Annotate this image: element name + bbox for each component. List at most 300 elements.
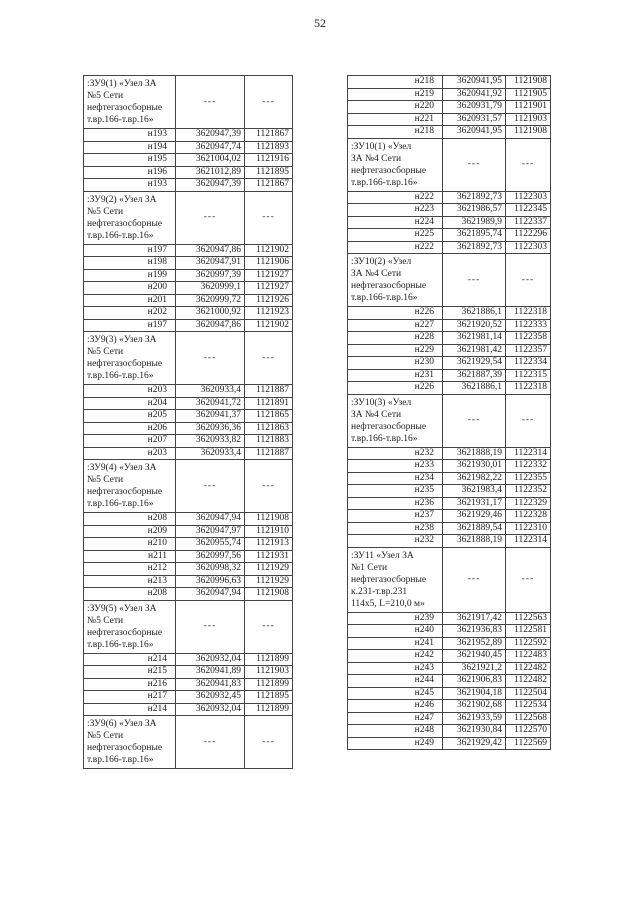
table-row bbox=[348, 319, 551, 332]
point-name: н236 bbox=[348, 497, 443, 510]
table-row bbox=[348, 700, 551, 713]
table-row bbox=[348, 675, 551, 688]
coordinate-y: 1121923 bbox=[245, 307, 293, 320]
coordinate-y: 1122332 bbox=[506, 460, 551, 473]
parcel-header-row bbox=[348, 254, 551, 307]
coordinate-y: 1121867 bbox=[245, 129, 293, 142]
parcel-designation-line: №5 Сети bbox=[87, 206, 124, 217]
table-row bbox=[348, 307, 551, 320]
parcel-header-row bbox=[348, 547, 551, 612]
coordinate-y: 1121905 bbox=[506, 88, 551, 101]
coordinate-x: 3620941,89 bbox=[176, 666, 245, 679]
coordinate-y: 1122310 bbox=[506, 522, 551, 535]
coordinate-x: 3620947,91 bbox=[176, 257, 245, 270]
parcel-header-row bbox=[348, 138, 551, 191]
point-name: н240 bbox=[348, 625, 443, 638]
coordinate-y: 1122358 bbox=[506, 332, 551, 345]
point-name: н221 bbox=[348, 113, 443, 126]
table-row bbox=[348, 522, 551, 535]
coordinate-y: 1121913 bbox=[245, 538, 293, 551]
coordinate-x: 3621887,39 bbox=[443, 369, 506, 382]
table-row bbox=[348, 216, 551, 229]
point-name: н241 bbox=[348, 637, 443, 650]
table-row bbox=[84, 666, 293, 679]
point-name: н208 bbox=[84, 588, 176, 601]
coordinate-x: 3620931,57 bbox=[443, 113, 506, 126]
coordinate-x: 3621982,22 bbox=[443, 472, 506, 485]
coordinate-y: 1121901 bbox=[506, 101, 551, 114]
coordinate-x: 3620947,39 bbox=[176, 129, 245, 142]
table-row bbox=[84, 435, 293, 448]
coordinate-x: 3621929,46 bbox=[443, 510, 506, 523]
point-name: н243 bbox=[348, 662, 443, 675]
coordinate-x: 3621936,83 bbox=[443, 625, 506, 638]
coordinate-x: 3621981,42 bbox=[443, 344, 506, 357]
coordinate-y: 1122534 bbox=[506, 700, 551, 713]
parcel-designation-line: ЗА №4 Сети bbox=[351, 269, 402, 279]
coordinate-y: 1122296 bbox=[506, 229, 551, 242]
parcel-designation bbox=[348, 138, 443, 191]
coordinate-y: 1122592 bbox=[506, 637, 551, 650]
coordinate-y: 1122318 bbox=[506, 307, 551, 320]
coordinate-x: 3621930,01 bbox=[443, 460, 506, 473]
point-name: н200 bbox=[84, 282, 176, 295]
point-name: н231 bbox=[348, 369, 443, 382]
parcel-header-row bbox=[348, 394, 551, 447]
coordinate-y: 1121908 bbox=[245, 513, 293, 526]
point-name: н216 bbox=[84, 678, 176, 691]
parcel-designation-line: нефтегазосборные bbox=[351, 421, 427, 432]
empty-coordinate-y: --- bbox=[245, 76, 293, 129]
table-row bbox=[348, 725, 551, 738]
point-name: н214 bbox=[84, 703, 176, 716]
table-row bbox=[348, 101, 551, 114]
coordinate-x: 3620947,94 bbox=[176, 513, 245, 526]
parcel-designation-line: №5 Сети bbox=[87, 731, 124, 741]
parcel-designation-line: :ЗУ9(1) «Узел ЗА bbox=[87, 79, 157, 89]
empty-coordinate-x: --- bbox=[176, 191, 245, 244]
coordinate-y: 1121910 bbox=[245, 525, 293, 538]
coordinate-x: 3621895,74 bbox=[443, 229, 506, 242]
point-name: н218 bbox=[348, 126, 443, 139]
coordinate-x: 3621986,57 bbox=[443, 204, 506, 217]
coordinate-y: 1121906 bbox=[245, 257, 293, 270]
empty-coordinate-x: --- bbox=[443, 394, 506, 447]
parcel-designation-line: :ЗУ11 «Узел ЗА bbox=[351, 550, 414, 561]
empty-coordinate-y: --- bbox=[245, 332, 293, 385]
point-name: н203 bbox=[84, 447, 176, 460]
point-name: н215 bbox=[84, 666, 176, 679]
coordinate-y: 1121927 bbox=[245, 282, 293, 295]
point-name: н226 bbox=[348, 307, 443, 320]
table-row bbox=[84, 294, 293, 307]
table-row bbox=[348, 535, 551, 548]
coordinate-x: 3620947,39 bbox=[176, 179, 245, 192]
table-row bbox=[348, 737, 551, 750]
coordinate-x: 3620941,92 bbox=[443, 88, 506, 101]
coordinate-x: 3620947,86 bbox=[176, 319, 245, 332]
point-name: н227 bbox=[348, 319, 443, 332]
table-row bbox=[84, 563, 293, 576]
coordinate-x: 3620941,95 bbox=[443, 126, 506, 139]
coordinate-x: 3621940,45 bbox=[443, 650, 506, 663]
coordinate-y: 1122483 bbox=[506, 650, 551, 663]
point-name: н209 bbox=[84, 525, 176, 538]
coordinate-y: 1121929 bbox=[245, 563, 293, 576]
table-row bbox=[84, 154, 293, 167]
point-name: н245 bbox=[348, 687, 443, 700]
point-name: н232 bbox=[348, 535, 443, 548]
point-name: н244 bbox=[348, 675, 443, 688]
point-name: н224 bbox=[348, 216, 443, 229]
table-row bbox=[84, 550, 293, 563]
empty-coordinate-y: --- bbox=[506, 394, 551, 447]
coordinate-x: 3621888,19 bbox=[443, 535, 506, 548]
coordinate-x: 3621929,42 bbox=[443, 737, 506, 750]
empty-coordinate-y: --- bbox=[245, 600, 293, 653]
point-name: н194 bbox=[84, 141, 176, 154]
point-name: н213 bbox=[84, 575, 176, 588]
empty-coordinate-x: --- bbox=[176, 716, 245, 769]
coordinate-x: 3621902,68 bbox=[443, 700, 506, 713]
coordinate-x: 3620932,04 bbox=[176, 703, 245, 716]
table-row bbox=[348, 625, 551, 638]
parcel-header-row bbox=[84, 191, 293, 244]
point-name: н238 bbox=[348, 522, 443, 535]
table-row bbox=[84, 397, 293, 410]
point-name: н228 bbox=[348, 332, 443, 345]
coordinate-y: 1121891 bbox=[245, 397, 293, 410]
table-row bbox=[348, 344, 551, 357]
empty-coordinate-x: --- bbox=[443, 138, 506, 191]
parcel-designation bbox=[84, 332, 176, 385]
coordinate-x: 3621920,52 bbox=[443, 319, 506, 332]
point-name: н197 bbox=[84, 319, 176, 332]
point-name: н205 bbox=[84, 410, 176, 423]
coordinate-y: 1122329 bbox=[506, 497, 551, 510]
coordinate-y: 1121931 bbox=[245, 550, 293, 563]
point-name: н199 bbox=[84, 269, 176, 282]
coordinate-y: 1121895 bbox=[245, 166, 293, 179]
coordinate-x: 3620941,37 bbox=[176, 410, 245, 423]
page-number: 52 bbox=[314, 16, 326, 30]
coordinate-y: 1121863 bbox=[245, 422, 293, 435]
coordinate-y: 1122345 bbox=[506, 204, 551, 217]
parcel-designation-line: нефтегазосборные bbox=[351, 165, 427, 176]
coordinate-y: 1121908 bbox=[506, 76, 551, 89]
point-name: н193 bbox=[84, 179, 176, 192]
parcel-designation-line: 114x5, L=210,0 м» bbox=[351, 598, 425, 609]
table-row bbox=[348, 612, 551, 625]
coordinate-x: 3621989,9 bbox=[443, 216, 506, 229]
table-row bbox=[84, 410, 293, 423]
point-name: н234 bbox=[348, 472, 443, 485]
table-row bbox=[348, 113, 551, 126]
parcel-designation-line: т.вр.166-т.вр.16» bbox=[87, 755, 154, 765]
coordinate-x: 3620996,63 bbox=[176, 575, 245, 588]
point-name: н237 bbox=[348, 510, 443, 523]
coordinate-y: 1121893 bbox=[245, 141, 293, 154]
coordinate-x: 3620947,74 bbox=[176, 141, 245, 154]
empty-coordinate-x: --- bbox=[176, 460, 245, 513]
table-row bbox=[84, 385, 293, 398]
coordinate-y: 1121887 bbox=[245, 385, 293, 398]
coordinate-y: 1122355 bbox=[506, 472, 551, 485]
table-row bbox=[348, 204, 551, 217]
coordinate-x: 3621917,42 bbox=[443, 612, 506, 625]
parcel-designation bbox=[348, 254, 443, 307]
coordinate-y: 1121899 bbox=[245, 703, 293, 716]
table-row bbox=[84, 691, 293, 704]
point-name: н217 bbox=[84, 691, 176, 704]
coordinate-y: 1121899 bbox=[245, 678, 293, 691]
point-name: н197 bbox=[84, 244, 176, 257]
empty-coordinate-y: --- bbox=[245, 716, 293, 769]
coordinate-y: 1122570 bbox=[506, 725, 551, 738]
point-name: н249 bbox=[348, 737, 443, 750]
parcel-designation-line: №5 Сети bbox=[87, 347, 124, 357]
coordinate-y: 1122333 bbox=[506, 319, 551, 332]
parcel-designation-line: :ЗУ9(3) «Узел ЗА bbox=[87, 335, 157, 345]
empty-coordinate-x: --- bbox=[443, 254, 506, 307]
parcel-designation-line: нефтегазосборные bbox=[87, 359, 163, 369]
point-name: н230 bbox=[348, 357, 443, 370]
parcel-designation-line: нефтегазосборные bbox=[87, 218, 163, 229]
point-name: н225 bbox=[348, 229, 443, 242]
empty-coordinate-x: --- bbox=[176, 332, 245, 385]
coordinate-y: 1122337 bbox=[506, 216, 551, 229]
table-row bbox=[348, 472, 551, 485]
coordinate-y: 1122352 bbox=[506, 485, 551, 498]
parcel-designation-line: нефтегазосборные bbox=[87, 743, 163, 753]
point-name: н219 bbox=[348, 88, 443, 101]
coordinate-x: 3620941,95 bbox=[443, 76, 506, 89]
parcel-designation-line: нефтегазосборные bbox=[87, 487, 163, 497]
parcel-designation-line: :ЗУ9(4) «Узел ЗА bbox=[87, 463, 157, 473]
coordinate-y: 1121929 bbox=[245, 575, 293, 588]
coordinate-y: 1122303 bbox=[506, 191, 551, 204]
empty-coordinate-y: --- bbox=[506, 138, 551, 191]
point-name: н248 bbox=[348, 725, 443, 738]
table-row bbox=[84, 422, 293, 435]
table-row bbox=[84, 141, 293, 154]
table-row bbox=[84, 307, 293, 320]
coordinate-x: 3621886,1 bbox=[443, 307, 506, 320]
coordinate-y: 1122328 bbox=[506, 510, 551, 523]
empty-coordinate-x: --- bbox=[176, 600, 245, 653]
coordinate-x: 3620999,1 bbox=[176, 282, 245, 295]
coordinate-x: 3621889,54 bbox=[443, 522, 506, 535]
table-row bbox=[84, 244, 293, 257]
table-row bbox=[348, 229, 551, 242]
coordinate-x: 3620932,04 bbox=[176, 653, 245, 666]
point-name: н222 bbox=[348, 241, 443, 254]
coordinate-x: 3621886,1 bbox=[443, 382, 506, 395]
coordinate-y: 1121903 bbox=[245, 666, 293, 679]
parcel-designation bbox=[348, 547, 443, 612]
empty-coordinate-y: --- bbox=[506, 547, 551, 612]
coordinate-y: 1121902 bbox=[245, 319, 293, 332]
coordinate-y: 1121899 bbox=[245, 653, 293, 666]
coordinates-table-left bbox=[83, 75, 293, 769]
coordinate-x: 3621930,84 bbox=[443, 725, 506, 738]
coordinate-x: 3621892,73 bbox=[443, 191, 506, 204]
parcel-designation-line: нефтегазосборные bbox=[351, 574, 427, 585]
table-row bbox=[84, 525, 293, 538]
coordinate-y: 1122569 bbox=[506, 737, 551, 750]
parcel-header-row bbox=[84, 716, 293, 769]
parcel-designation-line: №5 Сети bbox=[87, 91, 124, 101]
table-row bbox=[348, 382, 551, 395]
table-row bbox=[84, 447, 293, 460]
table-row bbox=[84, 653, 293, 666]
coordinate-x: 3620933,4 bbox=[176, 385, 245, 398]
table-row bbox=[84, 678, 293, 691]
coordinate-y: 1122303 bbox=[506, 241, 551, 254]
coordinate-y: 1122568 bbox=[506, 712, 551, 725]
point-name: н202 bbox=[84, 307, 176, 320]
coordinate-x: 3620936,36 bbox=[176, 422, 245, 435]
coordinate-y: 1121895 bbox=[245, 691, 293, 704]
table-row bbox=[84, 319, 293, 332]
coordinate-x: 3621000,92 bbox=[176, 307, 245, 320]
parcel-designation-line: :ЗУ9(5) «Узел ЗА bbox=[87, 603, 157, 614]
coordinate-y: 1121883 bbox=[245, 435, 293, 448]
parcel-designation bbox=[348, 394, 443, 447]
parcel-designation-line: :ЗУ10(2) «Узел bbox=[351, 257, 412, 267]
point-name: н232 bbox=[348, 447, 443, 460]
parcel-designation-line: т.вр.166-т.вр.16» bbox=[87, 639, 154, 650]
parcel-designation-line: ЗА №4 Сети bbox=[351, 153, 402, 164]
empty-coordinate-x: --- bbox=[443, 547, 506, 612]
coordinate-x: 3621921,2 bbox=[443, 662, 506, 675]
coordinate-y: 1121908 bbox=[506, 126, 551, 139]
parcel-designation-line: :ЗУ10(3) «Узел bbox=[351, 397, 412, 408]
coordinate-x: 3621906,83 bbox=[443, 675, 506, 688]
table-row bbox=[348, 637, 551, 650]
empty-coordinate-x: --- bbox=[176, 76, 245, 129]
point-name: н201 bbox=[84, 294, 176, 307]
table-row bbox=[84, 513, 293, 526]
point-name: н233 bbox=[348, 460, 443, 473]
coordinate-y: 1122357 bbox=[506, 344, 551, 357]
parcel-designation-line: :ЗУ9(6) «Узел ЗА bbox=[87, 719, 157, 729]
coordinate-x: 3621983,4 bbox=[443, 485, 506, 498]
parcel-designation bbox=[84, 460, 176, 513]
point-name: н196 bbox=[84, 166, 176, 179]
table-row bbox=[84, 166, 293, 179]
coordinate-y: 1122318 bbox=[506, 382, 551, 395]
table-row bbox=[348, 497, 551, 510]
parcel-designation-line: т.вр.166-т.вр.16» bbox=[351, 293, 418, 303]
coordinate-x: 3621952,89 bbox=[443, 637, 506, 650]
parcel-designation-line: :ЗУ9(2) «Узел ЗА bbox=[87, 194, 157, 205]
point-name: н218 bbox=[348, 76, 443, 89]
point-name: н207 bbox=[84, 435, 176, 448]
coordinate-y: 1122504 bbox=[506, 687, 551, 700]
parcel-designation bbox=[84, 76, 176, 129]
table-row bbox=[348, 712, 551, 725]
point-name: н212 bbox=[84, 563, 176, 576]
table-row bbox=[84, 588, 293, 601]
parcel-designation-line: т.вр.166-т.вр.16» bbox=[87, 371, 154, 381]
coordinate-y: 1122482 bbox=[506, 662, 551, 675]
table-row bbox=[84, 703, 293, 716]
empty-coordinate-y: --- bbox=[245, 460, 293, 513]
coordinate-y: 1121867 bbox=[245, 179, 293, 192]
parcel-designation-line: т.вр.166-т.вр.16» bbox=[351, 177, 418, 188]
table-row bbox=[348, 650, 551, 663]
parcel-designation-line: ЗА №4 Сети bbox=[351, 409, 402, 420]
parcel-designation-line: №1 Сети bbox=[351, 562, 388, 573]
parcel-designation-line: нефтегазосборные bbox=[351, 281, 427, 291]
coordinate-x: 3620997,56 bbox=[176, 550, 245, 563]
coordinate-x: 3620933,4 bbox=[176, 447, 245, 460]
parcel-designation bbox=[84, 191, 176, 244]
table-row bbox=[348, 662, 551, 675]
point-name: н193 bbox=[84, 129, 176, 142]
table-row bbox=[348, 76, 551, 89]
point-name: н223 bbox=[348, 204, 443, 217]
coordinate-y: 1121926 bbox=[245, 294, 293, 307]
table-row bbox=[348, 88, 551, 101]
coordinate-y: 1121902 bbox=[245, 244, 293, 257]
parcel-designation bbox=[84, 600, 176, 653]
coordinate-x: 3620941,72 bbox=[176, 397, 245, 410]
coordinate-y: 1122482 bbox=[506, 675, 551, 688]
table-row bbox=[84, 282, 293, 295]
point-name: н229 bbox=[348, 344, 443, 357]
parcel-designation-line: т.вр.166-т.вр.16» bbox=[351, 433, 418, 444]
coordinate-x: 3621929,54 bbox=[443, 357, 506, 370]
point-name: н226 bbox=[348, 382, 443, 395]
table-row bbox=[348, 241, 551, 254]
coordinate-y: 1122314 bbox=[506, 535, 551, 548]
coordinate-x: 3621892,73 bbox=[443, 241, 506, 254]
point-name: н198 bbox=[84, 257, 176, 270]
coordinate-x: 3620933,82 bbox=[176, 435, 245, 448]
point-name: н211 bbox=[84, 550, 176, 563]
parcel-designation-line: т.вр.166-т.вр.16» bbox=[87, 115, 154, 125]
coordinate-y: 1122563 bbox=[506, 612, 551, 625]
coordinate-y: 1121865 bbox=[245, 410, 293, 423]
parcel-designation-line: нефтегазосборные bbox=[87, 103, 163, 113]
coordinate-x: 3620941,83 bbox=[176, 678, 245, 691]
coordinate-x: 3621904,18 bbox=[443, 687, 506, 700]
table-row bbox=[84, 269, 293, 282]
parcel-designation-line: :ЗУ10(1) «Узел bbox=[351, 141, 412, 152]
parcel-header-row bbox=[84, 76, 293, 129]
table-row bbox=[348, 485, 551, 498]
point-name: н208 bbox=[84, 513, 176, 526]
coordinate-x: 3621931,17 bbox=[443, 497, 506, 510]
coordinate-y: 1121927 bbox=[245, 269, 293, 282]
coordinate-y: 1121908 bbox=[245, 588, 293, 601]
coordinate-x: 3620955,74 bbox=[176, 538, 245, 551]
parcel-designation-line: нефтегазосборные bbox=[87, 627, 163, 638]
table-row bbox=[84, 179, 293, 192]
coordinate-x: 3620947,86 bbox=[176, 244, 245, 257]
parcel-designation-line: №5 Сети bbox=[87, 475, 124, 485]
coordinate-x: 3621888,19 bbox=[443, 447, 506, 460]
point-name: н203 bbox=[84, 385, 176, 398]
coordinate-x: 3620932,45 bbox=[176, 691, 245, 704]
point-name: н220 bbox=[348, 101, 443, 114]
table-row bbox=[348, 687, 551, 700]
parcel-header-row bbox=[84, 332, 293, 385]
table-row bbox=[84, 575, 293, 588]
point-name: н204 bbox=[84, 397, 176, 410]
